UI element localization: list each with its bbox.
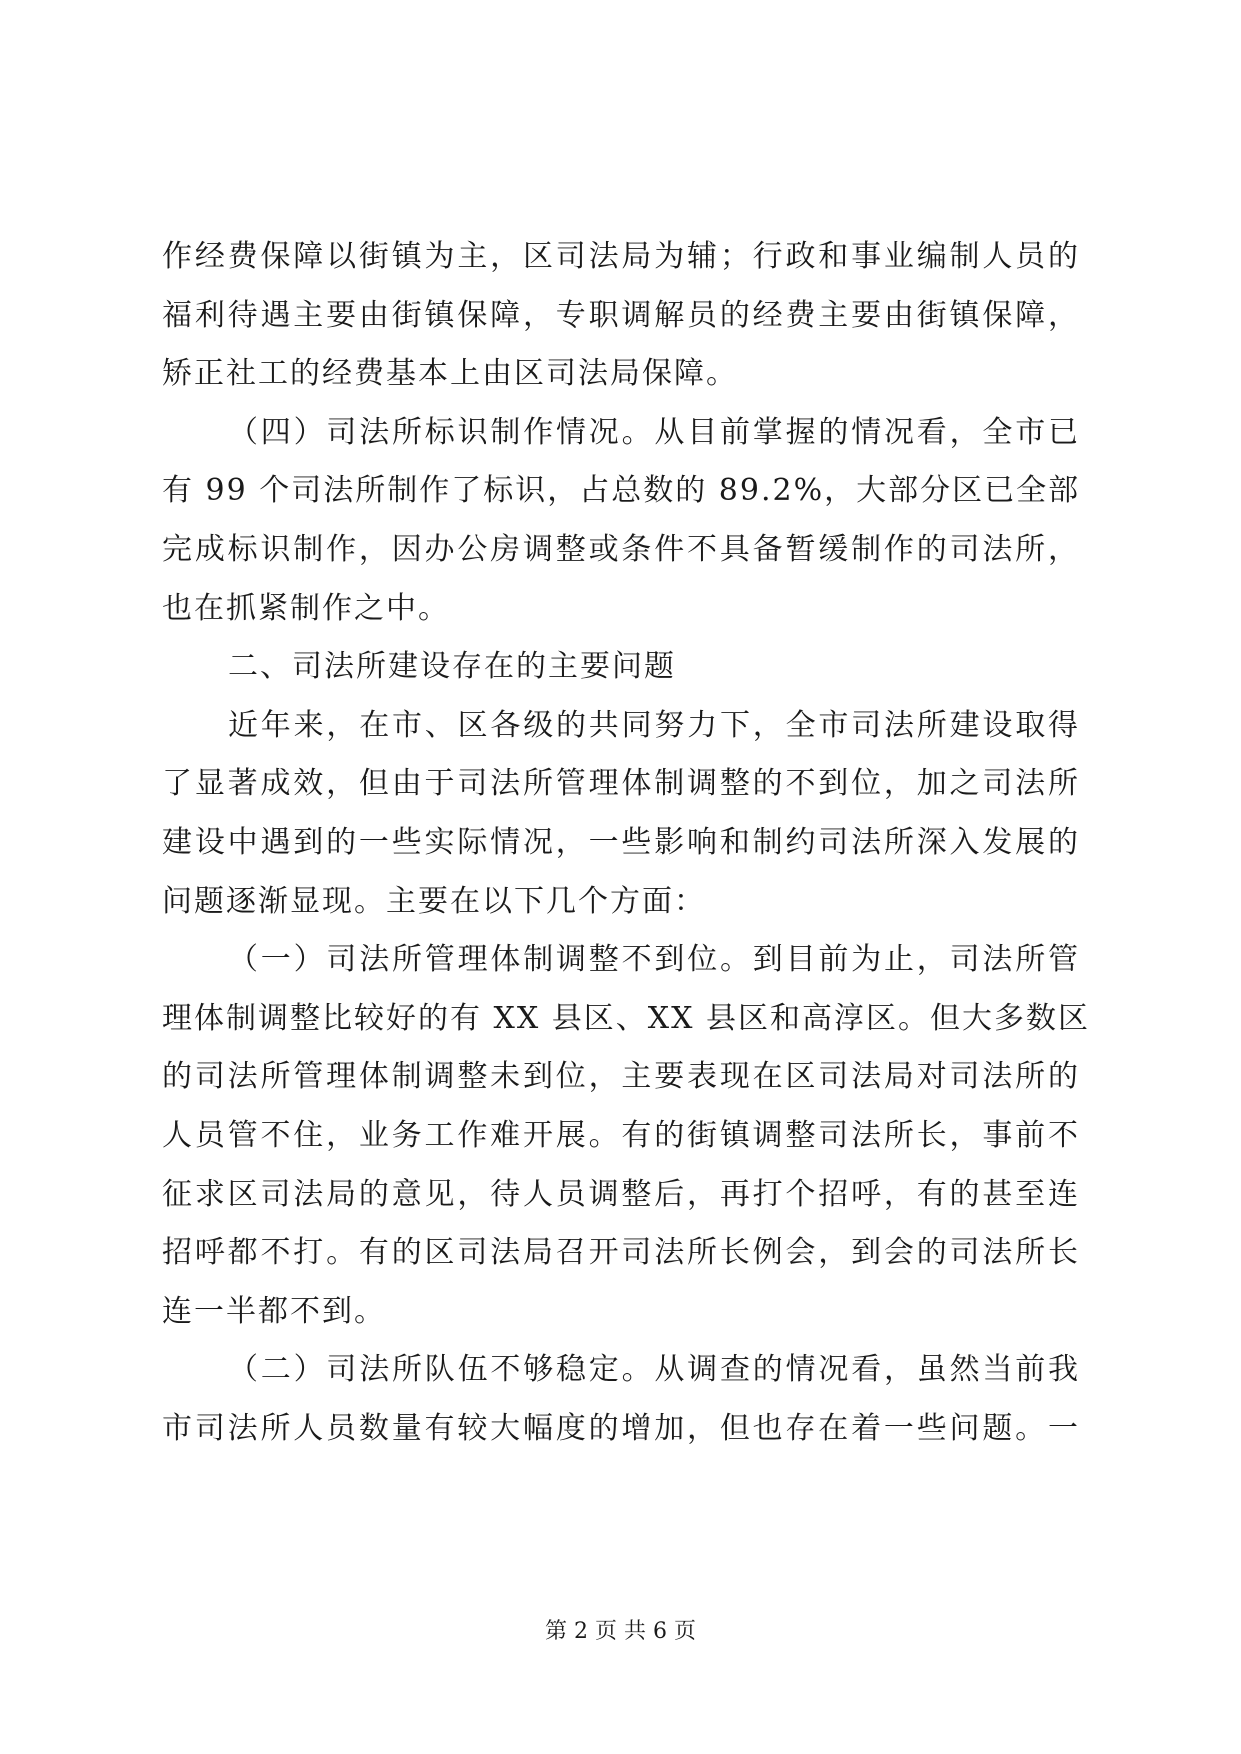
section-heading: 二、司法所建设存在的主要问题 <box>228 649 676 685</box>
text-line: 作经费保障以街镇为主，区司法局为辅；行政和事业编制人员的 <box>162 239 1080 274</box>
paragraph-start-line: （四）司法所标识制作情况。从目前掌握的情况看，全市已 <box>228 414 1080 450</box>
text-line: 连一半都不到。 <box>162 1293 386 1329</box>
text-line: 完成标识制作，因办公房调整或条件不具备暂缓制作的司法所， <box>162 531 1080 567</box>
text-line: 也在抓紧制作之中。 <box>162 590 450 626</box>
text-line: 的司法所管理体制调整未到位，主要表现在区司法局对司法所的 <box>162 1059 1080 1095</box>
text-line: 有 99 个司法所制作了标识，占总数的 89.2%，大部分区已全部 <box>162 473 1081 509</box>
paragraph-start-line: （二）司法所队伍不够稳定。从调查的情况看，虽然当前我 <box>228 1352 1080 1388</box>
text-line: 了显著成效，但由于司法所管理体制调整的不到位，加之司法所 <box>162 766 1080 802</box>
text-line: 理体制调整比较好的有 XX 县区、XX 县区和高淳区。但大多数区 <box>162 1000 1091 1036</box>
text-line: 人员管不住，业务工作难开展。有的街镇调整司法所长，事前不 <box>162 1117 1080 1153</box>
text-line: 矫正社工的经费基本上由区司法局保障。 <box>162 356 738 392</box>
text-line: 问题逐渐显现。主要在以下几个方面： <box>162 883 706 919</box>
text-line: 建设中遇到的一些实际情况，一些影响和制约司法所深入发展的 <box>162 824 1080 860</box>
text-line: 福利待遇主要由街镇保障，专职调解员的经费主要由街镇保障， <box>162 297 1080 333</box>
page-number-footer: 第 2 页 共 6 页 <box>545 1619 696 1644</box>
document-body <box>162 228 1091 1458</box>
text-line: 市司法所人员数量有较大幅度的增加，但也存在着一些问题。一 <box>162 1410 1080 1446</box>
text-line: 征求区司法局的意见，待人员调整后，再打个招呼，有的甚至连 <box>162 1176 1080 1212</box>
text-line: 招呼都不打。有的区司法局召开司法所长例会，到会的司法所长 <box>162 1235 1080 1271</box>
paragraph-start-line: （一）司法所管理体制调整不到位。到目前为止，司法所管 <box>228 942 1080 978</box>
paragraph-start-line: 近年来，在市、区各级的共同努力下，全市司法所建设取得 <box>228 707 1080 743</box>
